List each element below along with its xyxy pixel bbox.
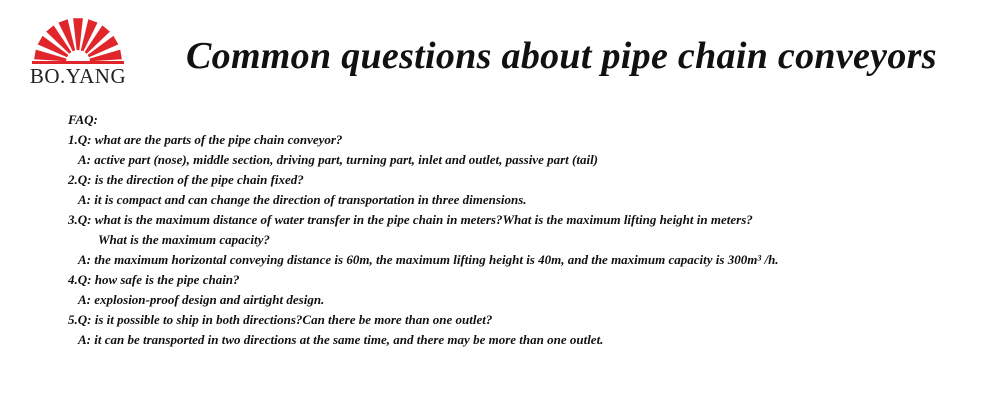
sunburst-logo-icon xyxy=(30,14,126,66)
brand-name: BO.YANG xyxy=(29,64,127,88)
brand-logo xyxy=(18,14,138,94)
faq-question-1: 1.Q: what are the parts of the pipe chain conveyor? xyxy=(68,132,343,147)
faq-question-3: 3.Q: what is the maximum distance of water transfer in the pipe chain in meters?What is the maximum lifting height in meters? xyxy=(68,212,753,227)
faq-answer-3: A: the maximum horizontal conveying distance is 60m, the maximum lifting height is 40m, and the maximum capacity is 300m³ /h. xyxy=(78,252,779,267)
page-title: Common questions about pipe chain conveyors xyxy=(186,35,937,77)
faq-answer-2: A: it is compact and can change the direction of transportation in three dimensions. xyxy=(78,192,527,207)
faq-answer-1: A: active part (nose), middle section, driving part, turning part, inlet and outlet, passive part (tail) xyxy=(78,152,599,167)
logo-ray xyxy=(73,18,83,50)
faq-heading: FAQ: xyxy=(68,112,98,127)
faq-section xyxy=(68,110,968,350)
faq-question-5: 5.Q: is it possible to ship in both directions?Can there be more than one outlet? xyxy=(68,312,493,327)
faq-question-3-continued: What is the maximum capacity? xyxy=(98,232,270,247)
faq-answer-4: A: explosion-proof design and airtight design. xyxy=(78,292,325,307)
faq-answer-5: A: it can be transported in two directions at the same time, and there may be more than one outlet. xyxy=(78,332,604,347)
faq-question-2: 2.Q: is the direction of the pipe chain fixed? xyxy=(68,172,304,187)
faq-question-4: 4.Q: how safe is the pipe chain? xyxy=(68,272,240,287)
